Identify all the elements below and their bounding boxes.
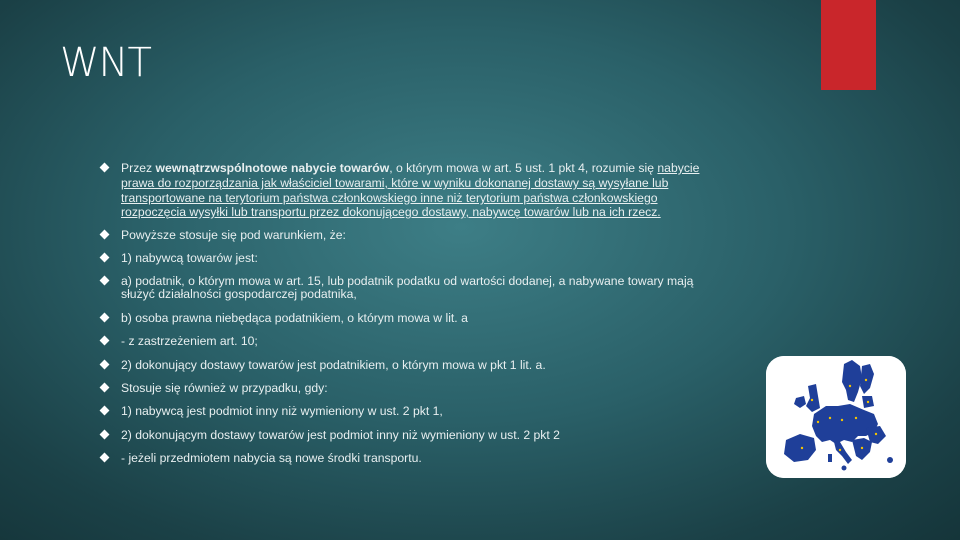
eu-map-image bbox=[766, 356, 906, 478]
list-item-text: a) podatnik, o którym mowa w art. 15, lub podatnik podatku od wartości dodanej, a nabywane towary mają bbox=[121, 274, 694, 288]
list-item-text: - jeżeli przedmiotem nabycia są nowe środki transportu. bbox=[121, 451, 422, 465]
slide-title: WNT bbox=[60, 40, 151, 86]
diamond-bullet-icon bbox=[100, 360, 110, 370]
list-item-text: - z zastrzeżeniem art. 10; bbox=[121, 334, 258, 348]
diamond-bullet-icon bbox=[100, 336, 110, 346]
diamond-bullet-icon bbox=[100, 406, 110, 416]
diamond-bullet-icon bbox=[100, 253, 110, 263]
diamond-bullet-icon bbox=[100, 453, 110, 463]
diamond-bullet-icon bbox=[100, 313, 110, 323]
list-item-text: 2) dokonującym dostawy towarów jest podmiot inny niż wymieniony w ust. 2 pkt 2 bbox=[121, 428, 560, 442]
diamond-bullet-icon bbox=[100, 383, 110, 393]
list-item-text: b) osoba prawna niebędąca podatnikiem, o którym mowa w lit. a bbox=[121, 311, 468, 325]
list-item-text: 1) nabywcą towarów jest: bbox=[121, 251, 258, 265]
definition-link-line[interactable]: rozpoczęcia wysyłki lub transportu przez dokonującego dostawy, nabywcę towarów lub na ich rzecz. bbox=[121, 205, 661, 219]
definition-link-line[interactable]: transportowane na terytorium państwa członkowskiego inne niż terytorium państwa członkowskiego bbox=[121, 191, 658, 205]
diamond-bullet-icon bbox=[100, 163, 110, 173]
diamond-bullet-icon bbox=[100, 276, 110, 286]
diamond-bullet-icon bbox=[100, 430, 110, 440]
definition-link[interactable]: nabycie bbox=[657, 161, 700, 175]
eu-map-icon bbox=[766, 356, 906, 478]
list-item-text: 1) nabywcą jest podmiot inny niż wymieniony w ust. 2 pkt 1, bbox=[121, 404, 443, 418]
diamond-bullet-icon bbox=[100, 230, 110, 240]
definition-link-line[interactable]: prawa do rozporządzania jak właściciel towarami, które w wyniku dokonanej dostawy są wysyłane lub bbox=[121, 176, 669, 190]
list-item-text: Stosuje się również w przypadku, gdy: bbox=[121, 381, 328, 395]
list-item-text: Powyższe stosuje się pod warunkiem, że: bbox=[121, 228, 346, 242]
paragraph-line: Przez wewnątrzwspólnotowe nabycie towarów, o którym mowa w art. 5 ust. 1 pkt 4, rozumie się nabycie bbox=[121, 161, 700, 175]
list-item-text: służyć działalności gospodarczej podatnika, bbox=[121, 287, 357, 301]
list-item-text: 2) dokonujący dostawy towarów jest podatnikiem, o którym mowa w pkt 1 lit. a. bbox=[121, 358, 546, 372]
